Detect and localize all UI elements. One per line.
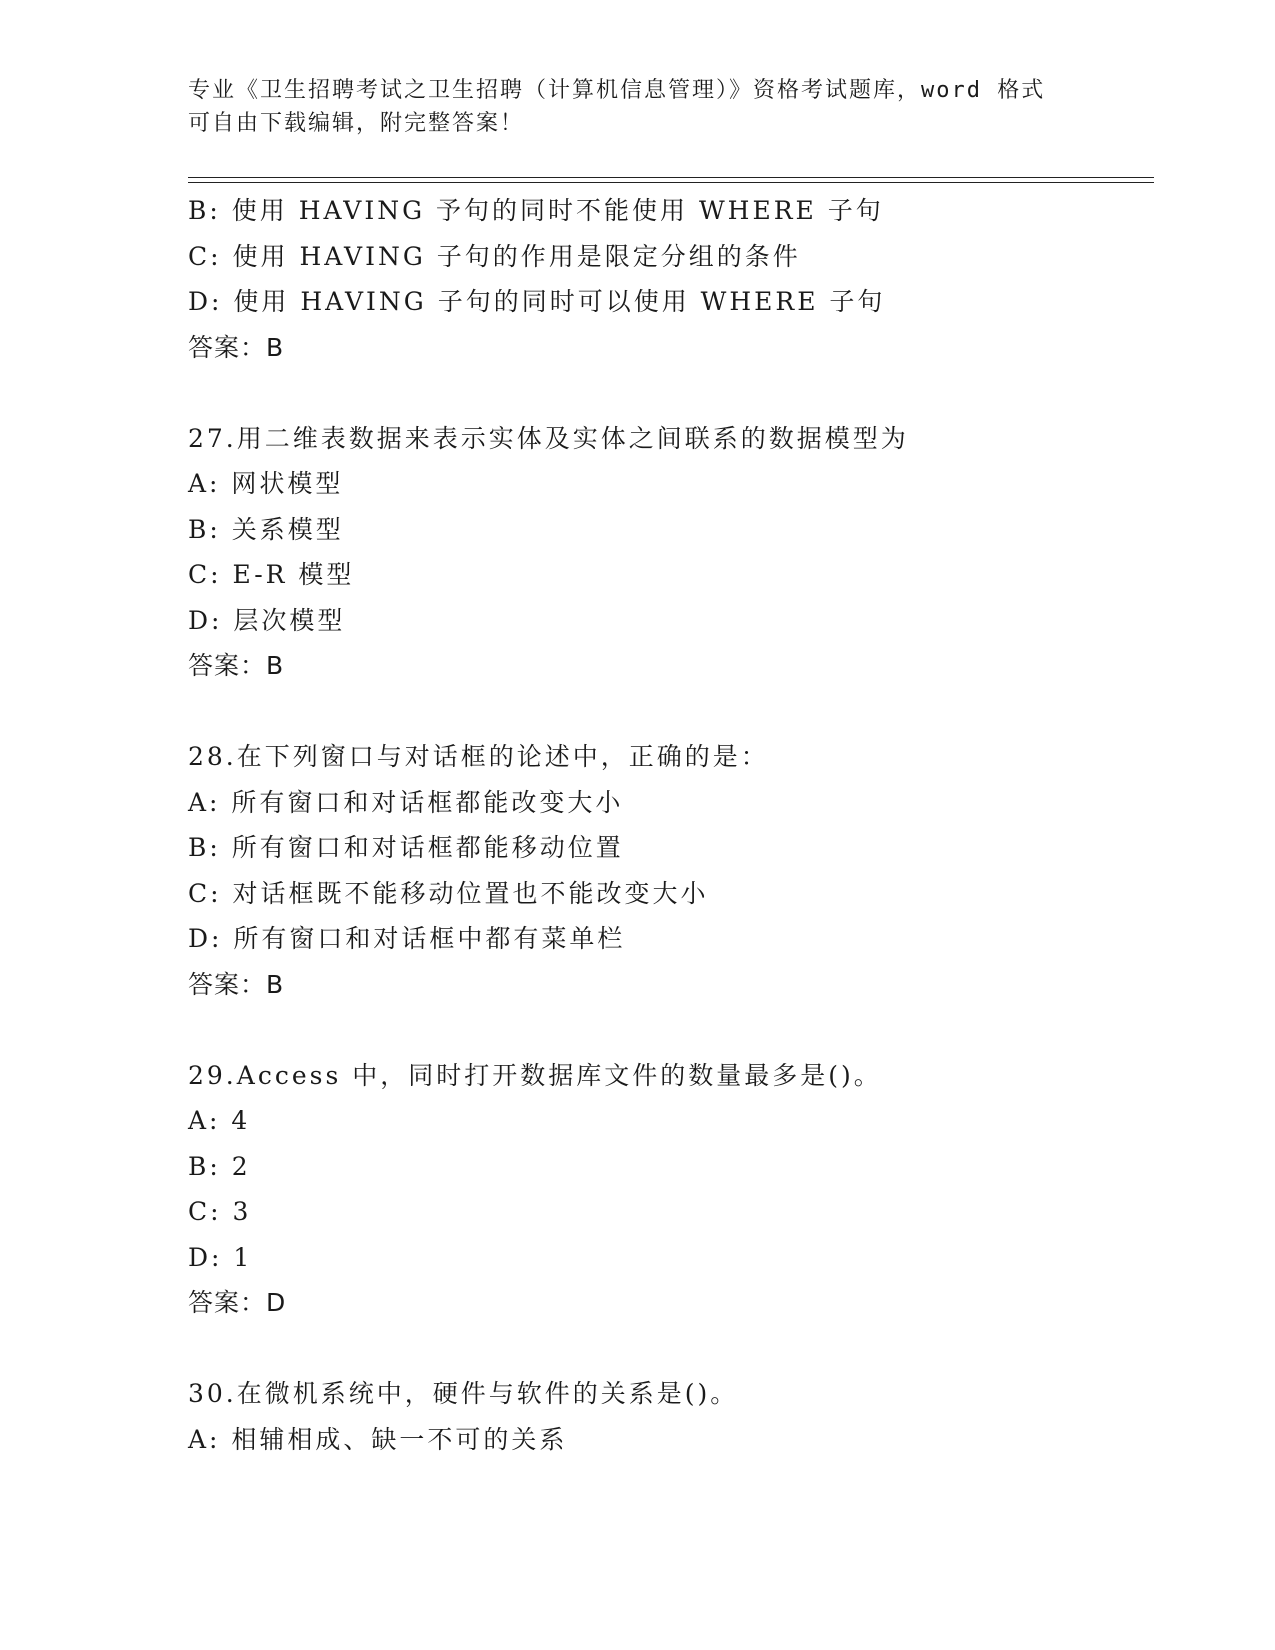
header-divider-top [188,177,1154,178]
header-line-1: 专业《卫生招聘考试之卫生招聘（计算机信息管理）》资格考试题库，word 格式 [188,78,1046,103]
option-b: B: 使用 HAVING 予句的同时不能使用 WHERE 子句 [188,196,884,225]
question-text: 30.在微机系统中，硬件与软件的关系是()。 [188,1379,739,1408]
question-28 [188,734,1154,1007]
option-c: C: 对话框既不能移动位置也不能改变大小 [188,878,709,908]
document-header [188,74,1068,140]
answer: 答案：B [188,332,285,362]
spacer [188,1326,1154,1372]
option-c: C: 3 [188,1197,252,1226]
question-29 [188,1053,1154,1326]
option-c: C: E-R 模型 [188,560,355,589]
option-a: A: 相辅相成、缺一不可的关系 [188,1424,568,1454]
answer: 答案：D [188,1288,287,1317]
spacer [188,1007,1154,1053]
option-a: A: 所有窗口和对话框都能改变大小 [188,787,624,817]
question-30 [188,1371,1154,1462]
question-text: 28.在下列窗口与对话框的论述中，正确的是： [188,742,769,771]
question-26 [188,188,1154,370]
spacer [188,370,1154,416]
answer: 答案：B [188,969,285,999]
option-b: B: 关系模型 [188,514,344,544]
question-text: 29.Access 中，同时打开数据库文件的数量最多是()。 [188,1060,882,1090]
question-list [188,188,1154,1462]
option-b: B: 2 [188,1151,251,1181]
option-c: C: 使用 HAVING 子句的作用是限定分组的条件 [188,241,801,271]
answer: 答案：B [188,651,285,680]
spacer [188,689,1154,735]
option-d: D: 使用 HAVING 子句的同时可以使用 WHERE 子句 [188,287,886,316]
option-a: A: 4 [188,1106,251,1135]
option-b: B: 所有窗口和对话框都能移动位置 [188,833,624,862]
question-27 [188,416,1154,689]
header-line-2: 可自由下载编辑，附完整答案！ [188,111,525,136]
option-d: D: 1 [188,1242,253,1272]
question-text: 27.用二维表数据来表示实体及实体之间联系的数据模型为 [188,423,909,453]
header-divider-bottom [188,182,1154,183]
option-d: D: 所有窗口和对话框中都有菜单栏 [188,924,626,953]
option-d: D: 层次模型 [188,605,346,635]
option-a: A: 网状模型 [188,469,344,498]
